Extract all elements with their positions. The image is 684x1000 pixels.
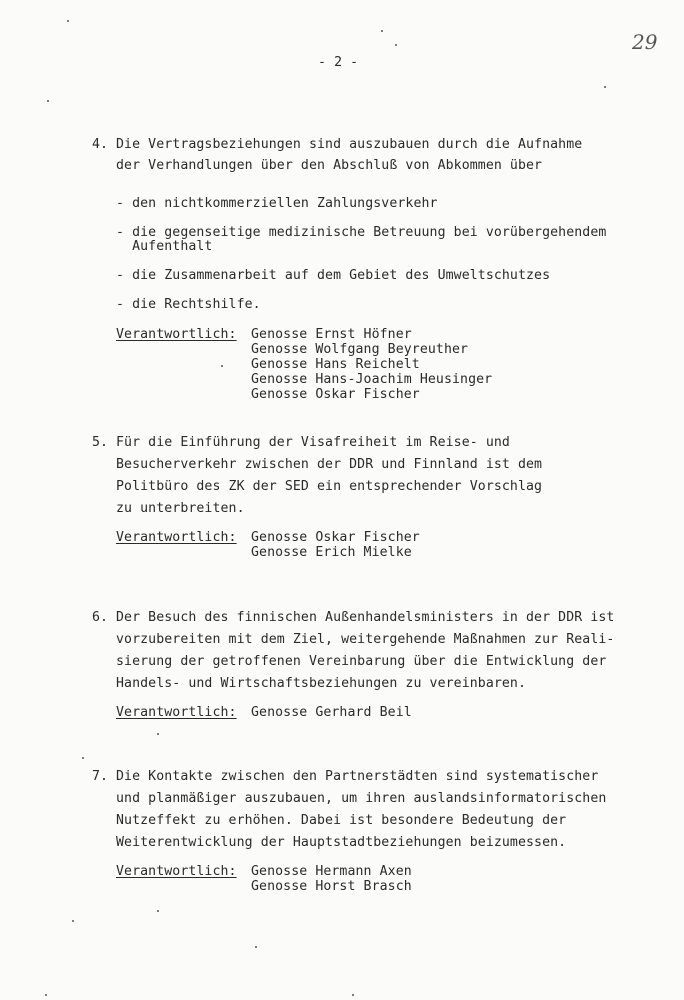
scan-speck	[47, 100, 49, 102]
scan-speck	[72, 920, 74, 922]
page-number: - 2 -	[318, 55, 359, 70]
section-5-line-3: Politbüro des ZK der SED ein entsprechender Vorschlag	[116, 479, 543, 494]
scan-speck	[604, 86, 606, 88]
section-4-line-1: Die Vertragsbeziehungen sind auszubauen durch die Aufnahme	[116, 137, 583, 152]
section-5-responsible-1: Genosse Oskar Fischer	[251, 530, 420, 545]
section-4-responsible-1: Genosse Ernst Höfner	[251, 327, 412, 342]
section-7-line-1: Die Kontakte zwischen den Partnerstädten sind systematischer	[116, 769, 599, 784]
handwritten-page-number: 29	[632, 30, 658, 54]
section-4-bullet-4: - die Rechtshilfe.	[116, 297, 261, 312]
section-7-line-3: Nutzeffekt zu erhöhen. Dabei ist besondere Bedeutung der	[116, 813, 567, 828]
section-4-number: 4.	[92, 137, 109, 152]
section-7-line-4: Weiterentwicklung der Hauptstadtbeziehungen beizumessen.	[116, 835, 567, 850]
scan-speck	[255, 946, 257, 948]
section-4-bullet-1: - den nichtkommerziellen Zahlungsverkehr	[116, 196, 438, 211]
scan-speck	[381, 30, 383, 32]
section-5-responsible-label: Verantwortlich:	[116, 530, 237, 545]
section-5-number: 5.	[92, 435, 109, 450]
section-5-line-1: Für die Einführung der Visafreiheit im Reise- und	[116, 435, 510, 450]
section-6-responsible-label: Verantwortlich:	[116, 705, 237, 720]
section-4-responsible-label: Verantwortlich:	[116, 327, 237, 342]
scan-speck	[157, 733, 159, 735]
scan-speck	[221, 365, 223, 367]
section-5-line-2: Besucherverkehr zwischen der DDR und Finnland ist dem	[116, 457, 543, 472]
section-4-responsible-2: Genosse Wolfgang Beyreuther	[251, 342, 469, 357]
section-4-responsible-3: Genosse Hans Reichelt	[251, 357, 420, 372]
section-4-line-2: der Verhandlungen über den Abschluß von Abkommen über	[116, 158, 543, 173]
section-4-responsible-5: Genosse Oskar Fischer	[251, 387, 420, 402]
scan-speck	[82, 757, 84, 759]
section-4-responsible-4: Genosse Hans-Joachim Heusinger	[251, 372, 493, 387]
scan-speck	[352, 994, 354, 996]
section-4-bullet-2-cont: Aufenthalt	[116, 239, 213, 254]
scan-speck	[157, 910, 159, 912]
section-6-line-3: sierung der getroffenen Vereinbarung über die Entwicklung der	[116, 654, 607, 669]
section-6-line-2: vorzubereiten mit dem Ziel, weitergehende Maßnahmen zur Reali-	[116, 632, 615, 647]
section-7-number: 7.	[92, 769, 109, 784]
scan-speck	[45, 994, 47, 996]
section-5-responsible-2: Genosse Erich Mielke	[251, 545, 412, 560]
section-7-responsible-label: Verantwortlich:	[116, 864, 237, 879]
section-5-line-4: zu unterbreiten.	[116, 501, 245, 516]
section-7-line-2: und planmäßiger auszubauen, um ihren auslandsinformatorischen	[116, 791, 607, 806]
section-6-responsible-1: Genosse Gerhard Beil	[251, 705, 412, 720]
scan-speck	[67, 20, 69, 22]
section-7-responsible-1: Genosse Hermann Axen	[251, 864, 412, 879]
section-6-number: 6.	[92, 610, 109, 625]
section-6-line-4: Handels- und Wirtschaftsbeziehungen zu vereinbaren.	[116, 676, 527, 691]
scan-speck	[395, 44, 397, 46]
section-4-bullet-3: - die Zusammenarbeit auf dem Gebiet des Umweltschutzes	[116, 268, 551, 283]
section-7-responsible-2: Genosse Horst Brasch	[251, 879, 412, 894]
section-4-bullet-2: - die gegenseitige medizinische Betreuung bei vorübergehendem	[116, 225, 607, 240]
section-6-line-1: Der Besuch des finnischen Außenhandelsministers in der DDR ist	[116, 610, 615, 625]
